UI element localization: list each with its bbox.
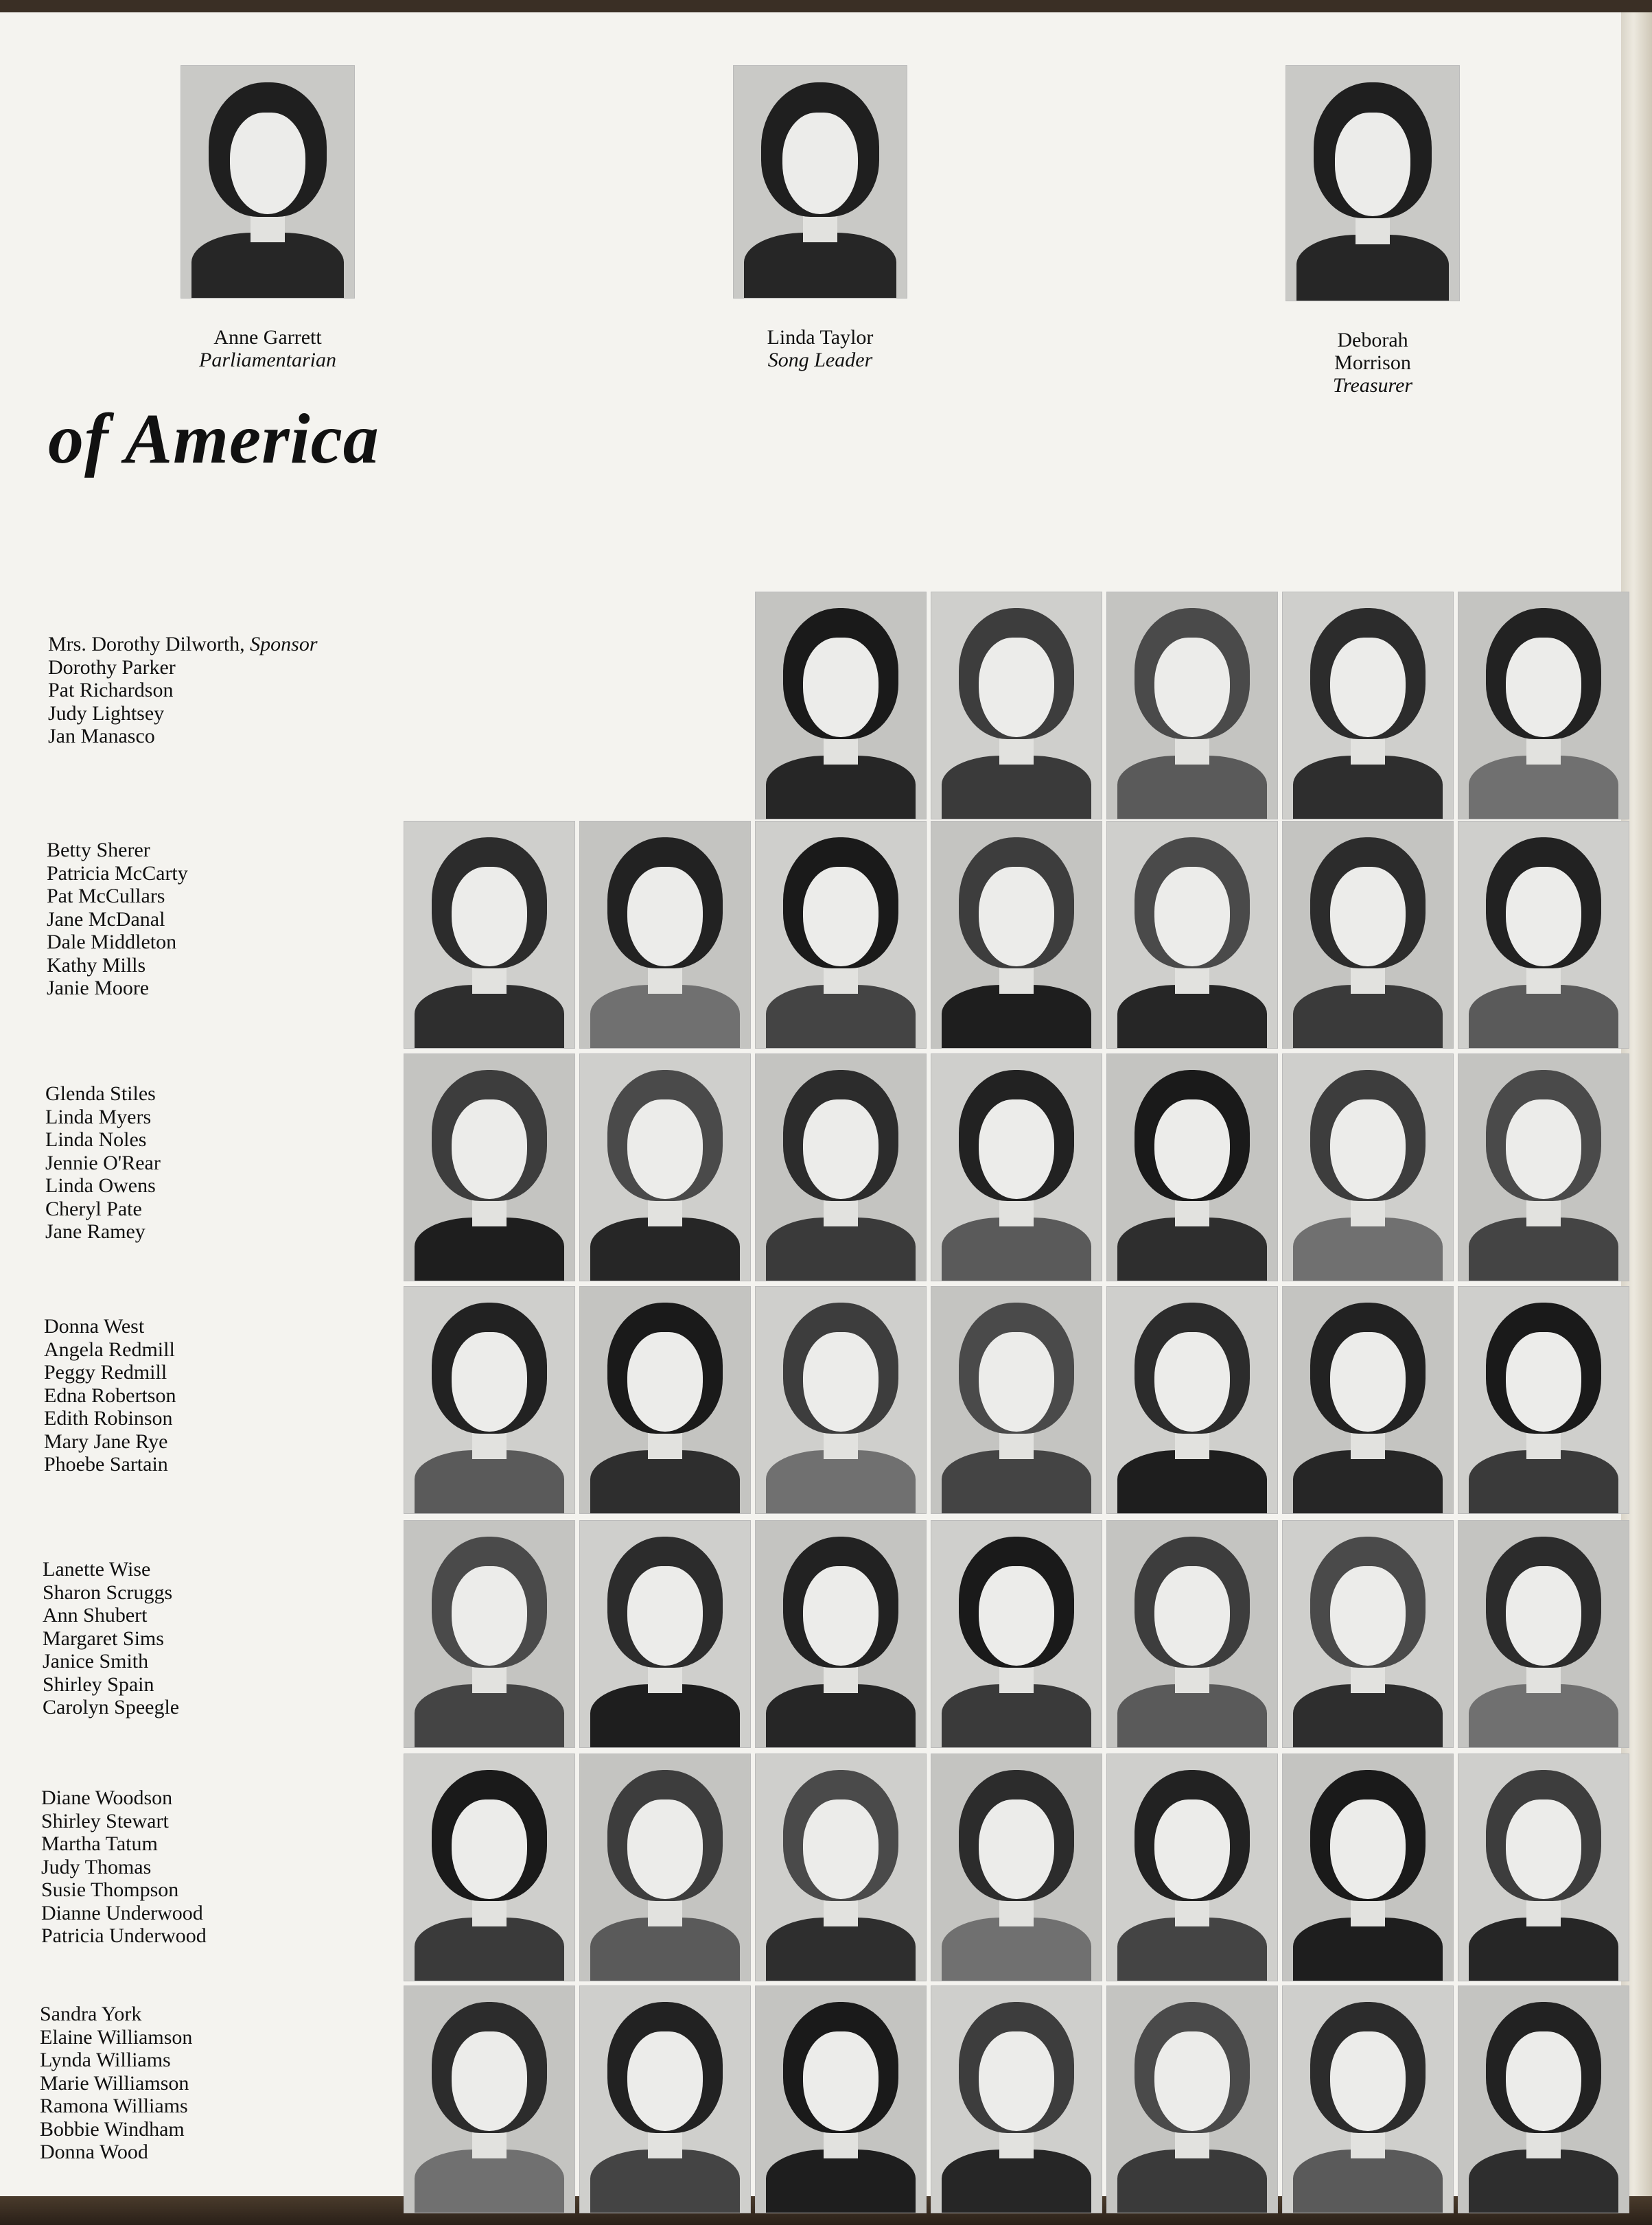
name-line: Edna Robertson bbox=[44, 1384, 176, 1407]
portrait-photo bbox=[404, 1754, 575, 1981]
officer-name: Deborah bbox=[1337, 329, 1408, 351]
name-line: Jane Ramey bbox=[45, 1220, 146, 1243]
name-line: Sharon Scruggs bbox=[43, 1581, 173, 1604]
name-line: Judy Thomas bbox=[41, 1855, 152, 1878]
name-line: Dorothy Parker bbox=[48, 655, 176, 679]
portrait-photo bbox=[181, 65, 355, 299]
portrait-photo bbox=[404, 1520, 575, 1748]
name-line: Cheryl Pate bbox=[45, 1197, 142, 1220]
name-line: Mary Jane Rye bbox=[44, 1430, 168, 1453]
name-line: Bobbie Windham bbox=[40, 2117, 185, 2141]
portrait-photo bbox=[755, 821, 927, 1049]
name-line: Linda Noles bbox=[45, 1128, 147, 1151]
portrait-photo bbox=[404, 821, 575, 1049]
name-line: Patricia Underwood bbox=[41, 1924, 207, 1947]
portrait-photo bbox=[1282, 821, 1454, 1049]
name-line: Shirley Spain bbox=[43, 1673, 154, 1696]
portrait-photo bbox=[1282, 1053, 1454, 1281]
name-line: Pat McCullars bbox=[47, 885, 165, 907]
name-line: Marie Williamson bbox=[40, 2071, 189, 2095]
name-line: Jennie O'Rear bbox=[45, 1151, 161, 1174]
row-3-names bbox=[45, 1082, 161, 1244]
portrait-photo bbox=[1458, 592, 1629, 819]
portrait-photo bbox=[579, 1985, 751, 2213]
name-line: Edith Robinson bbox=[44, 1407, 173, 1430]
portrait-photo bbox=[931, 821, 1102, 1049]
row-5-names bbox=[43, 1558, 179, 1719]
portrait-photo bbox=[1106, 1985, 1278, 2213]
portrait-photo bbox=[931, 1754, 1102, 1981]
name-line: Shirley Stewart bbox=[41, 1809, 169, 1832]
portrait-photo bbox=[1282, 1754, 1454, 1981]
portrait-photo bbox=[1106, 1754, 1278, 1981]
row-4-names bbox=[44, 1315, 176, 1476]
name-line: Martha Tatum bbox=[41, 1832, 158, 1855]
portrait-photo bbox=[1458, 1053, 1629, 1281]
portrait-photo bbox=[755, 1985, 927, 2213]
portrait-photo bbox=[931, 592, 1102, 819]
portrait-photo bbox=[931, 1520, 1102, 1748]
portrait-photo bbox=[1458, 1286, 1629, 1514]
name-line: Carolyn Speegle bbox=[43, 1696, 180, 1719]
portrait-photo bbox=[579, 1520, 751, 1748]
name-line: Glenda Stiles bbox=[45, 1082, 156, 1105]
name-line: Judy Lightsey bbox=[48, 701, 165, 725]
portrait-photo bbox=[1458, 1754, 1629, 1981]
portrait-photo bbox=[404, 1053, 575, 1281]
name-line: Mrs. Dorothy Dilworth, Sponsor bbox=[48, 633, 318, 655]
portrait-photo bbox=[755, 592, 927, 819]
page-heading: of America bbox=[48, 399, 380, 478]
name-line: Patricia McCarty bbox=[47, 861, 188, 885]
name-line: Ann Shubert bbox=[43, 1604, 148, 1627]
portrait-photo bbox=[755, 1053, 927, 1281]
name-line: Jan Manasco bbox=[48, 725, 155, 747]
portrait-photo bbox=[579, 1286, 751, 1514]
name-line: Diane Woodson bbox=[41, 1786, 173, 1809]
name-line: Donna Wood bbox=[40, 2141, 148, 2163]
portrait-photo bbox=[931, 1985, 1102, 2213]
portrait-photo bbox=[1282, 1520, 1454, 1748]
name-line: Angela Redmill bbox=[44, 1338, 175, 1361]
portrait-photo bbox=[1282, 1286, 1454, 1514]
name-line: Lanette Wise bbox=[43, 1558, 151, 1581]
portrait-photo bbox=[404, 1286, 575, 1514]
row-1-names bbox=[48, 633, 318, 748]
name-line: Dale Middleton bbox=[47, 931, 177, 953]
name-line: Betty Sherer bbox=[47, 839, 150, 861]
portrait-photo bbox=[1106, 1053, 1278, 1281]
sponsor-role: Sponsor bbox=[250, 633, 318, 655]
portrait-photo bbox=[1282, 592, 1454, 819]
officer-parliamentarian bbox=[154, 65, 381, 371]
row-2-names bbox=[47, 839, 188, 1000]
name-line: Donna West bbox=[44, 1315, 145, 1338]
name-line: Jane McDanal bbox=[47, 907, 165, 931]
name-line: Janie Moore bbox=[47, 977, 150, 999]
portrait-photo bbox=[404, 1985, 575, 2213]
name-line: Phoebe Sartain bbox=[44, 1453, 168, 1476]
name-line: Elaine Williamson bbox=[40, 2025, 193, 2049]
row-6-names bbox=[41, 1786, 207, 1948]
officer-treasurer bbox=[1259, 65, 1486, 397]
portrait-photo bbox=[733, 65, 907, 299]
name-line: Lynda Williams bbox=[40, 2049, 171, 2071]
portrait-photo bbox=[1458, 821, 1629, 1049]
portrait-photo bbox=[579, 821, 751, 1049]
name-line: Sandra York bbox=[40, 2003, 142, 2025]
officer-name: Linda Taylor bbox=[767, 326, 874, 349]
name-line: Ramona Williams bbox=[40, 2095, 188, 2117]
portrait-photo bbox=[755, 1286, 927, 1514]
name-line: Linda Myers bbox=[45, 1105, 152, 1128]
officer-name-line2: Morrison bbox=[1334, 351, 1411, 374]
portrait-photo bbox=[1285, 65, 1460, 301]
portrait-photo bbox=[1458, 1520, 1629, 1748]
portrait-photo bbox=[755, 1754, 927, 1981]
row-7-names bbox=[40, 2003, 192, 2164]
portrait-photo bbox=[931, 1053, 1102, 1281]
officer-title: Parliamentarian bbox=[199, 349, 336, 371]
name-line: Margaret Sims bbox=[43, 1627, 164, 1650]
portrait-photo bbox=[1106, 592, 1278, 819]
officer-title: Treasurer bbox=[1332, 374, 1413, 397]
portrait-photo bbox=[1106, 821, 1278, 1049]
portrait-photo bbox=[579, 1053, 751, 1281]
officer-song-leader bbox=[707, 65, 933, 371]
portrait-photo bbox=[931, 1286, 1102, 1514]
officer-title: Song Leader bbox=[767, 349, 873, 371]
portrait-photo bbox=[579, 1754, 751, 1981]
portrait-photo bbox=[1106, 1286, 1278, 1514]
portrait-photo bbox=[1282, 1985, 1454, 2213]
name-line: Peggy Redmill bbox=[44, 1361, 167, 1384]
name-line: Susie Thompson bbox=[41, 1878, 179, 1901]
officer-name: Anne Garrett bbox=[213, 326, 322, 349]
name-line: Pat Richardson bbox=[48, 679, 174, 701]
name-line: Janice Smith bbox=[43, 1650, 149, 1673]
portrait-photo bbox=[755, 1520, 927, 1748]
portrait-photo bbox=[1106, 1520, 1278, 1748]
name-line: Linda Owens bbox=[45, 1174, 156, 1197]
name-line: Kathy Mills bbox=[47, 953, 146, 977]
name-line: Dianne Underwood bbox=[41, 1901, 203, 1924]
portrait-photo bbox=[1458, 1985, 1629, 2213]
